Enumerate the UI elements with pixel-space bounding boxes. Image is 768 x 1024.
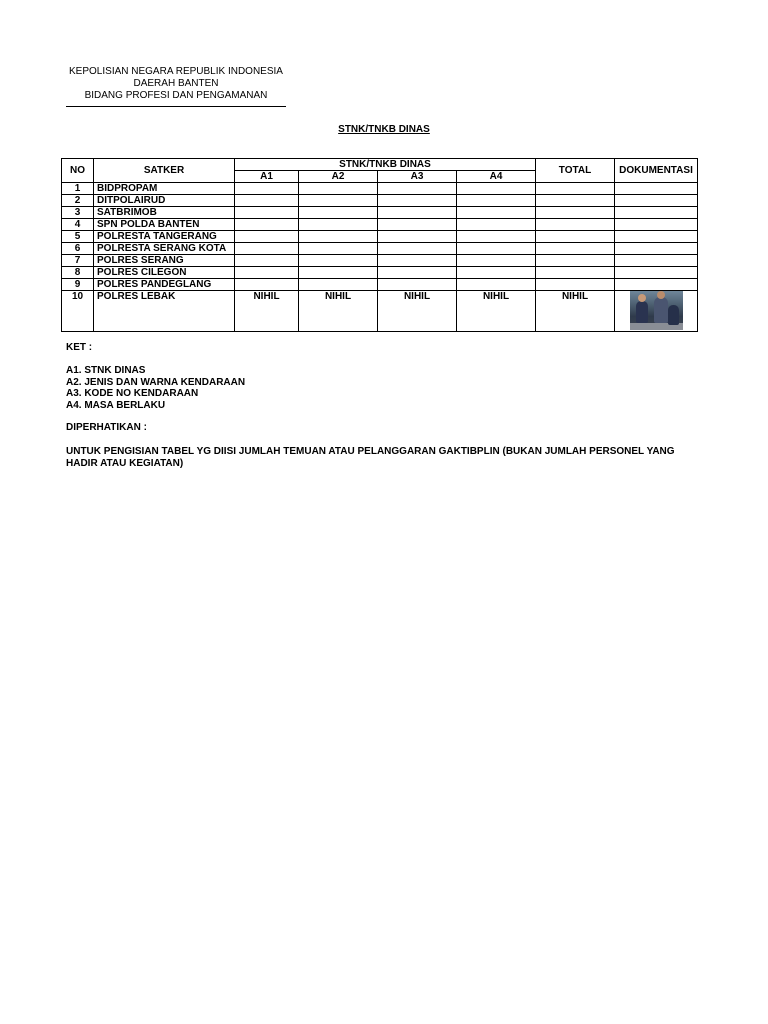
header-no: NO	[62, 159, 94, 183]
cell-a4: NIHIL	[457, 291, 536, 332]
header-a3: A3	[378, 171, 457, 183]
row-satker: SATBRIMOB	[94, 207, 235, 219]
letterhead-line-3: BIDANG PROFESI DAN PENGAMANAN	[84, 90, 268, 101]
row-no: 10	[62, 291, 94, 332]
letterhead-divider	[66, 106, 286, 107]
ket-label: KET :	[66, 342, 93, 353]
letterhead-line-2: DAERAH BANTEN	[133, 78, 219, 89]
cell-a1: NIHIL	[235, 291, 299, 332]
row-no: 2	[62, 195, 94, 207]
row-no: 3	[62, 207, 94, 219]
header-a4: A4	[457, 171, 536, 183]
table-row	[62, 267, 698, 279]
table-row	[62, 243, 698, 255]
cell-dokumentasi	[615, 291, 698, 332]
row-satker: POLRES SERANG	[94, 255, 235, 267]
header-dokumentasi: DOKUMENTASI	[615, 159, 698, 183]
row-satker: POLRESTA TANGERANG	[94, 231, 235, 243]
cell-a2: NIHIL	[299, 291, 378, 332]
table-row	[62, 195, 698, 207]
table-row	[62, 207, 698, 219]
table-row	[62, 291, 698, 332]
row-satker: DITPOLAIRUD	[94, 195, 235, 207]
table-row	[62, 183, 698, 195]
table-row	[62, 219, 698, 231]
ket-list	[66, 365, 245, 411]
row-satker: SPN POLDA BANTEN	[94, 219, 235, 231]
document-title: STNK/TNKB DINAS	[338, 124, 430, 135]
ket-item: A4. MASA BERLAKU	[66, 399, 166, 411]
row-no: 5	[62, 231, 94, 243]
row-satker: POLRES PANDEGLANG	[94, 279, 235, 291]
header-group: STNK/TNKB DINAS	[235, 159, 536, 171]
row-no: 7	[62, 255, 94, 267]
row-satker: POLRESTA SERANG KOTA	[94, 243, 235, 255]
letterhead	[66, 66, 286, 107]
diperhatikan-message: UNTUK PENGISIAN TABEL YG DIISI JUMLAH TEMUAN ATAU PELANGGARAN GAKTIBPLIN (BUKAN JUMLAH PERSONEL YANG HADIR ATAU KEGIATAN)	[66, 446, 675, 469]
ket-item: A1. STNK DINAS	[66, 365, 146, 376]
table-row	[62, 231, 698, 243]
row-satker: BIDPROPAM	[94, 183, 235, 195]
diperhatikan-label: DIPERHATIKAN :	[66, 422, 147, 433]
header-a1: A1	[235, 171, 299, 183]
row-no: 1	[62, 183, 94, 195]
cell-total: NIHIL	[536, 291, 615, 332]
row-no: 9	[62, 279, 94, 291]
ket-item: A3. KODE NO KENDARAAN	[66, 388, 199, 399]
row-satker: POLRES CILEGON	[94, 267, 235, 279]
documentation-photo	[630, 291, 683, 330]
cell-a3: NIHIL	[378, 291, 457, 332]
row-no: 8	[62, 267, 94, 279]
header-satker: SATKER	[94, 159, 235, 183]
table-row	[62, 279, 698, 291]
table-row	[62, 255, 698, 267]
stnk-table	[61, 158, 698, 332]
ket-item: A2. JENIS DAN WARNA KENDARAAN	[66, 376, 246, 388]
row-no: 4	[62, 219, 94, 231]
letterhead-line-1: KEPOLISIAN NEGARA REPUBLIK INDONESIA	[69, 66, 283, 77]
row-no: 6	[62, 243, 94, 255]
row-satker: POLRES LEBAK	[94, 291, 235, 332]
header-a2: A2	[299, 171, 378, 183]
header-total: TOTAL	[536, 159, 615, 183]
